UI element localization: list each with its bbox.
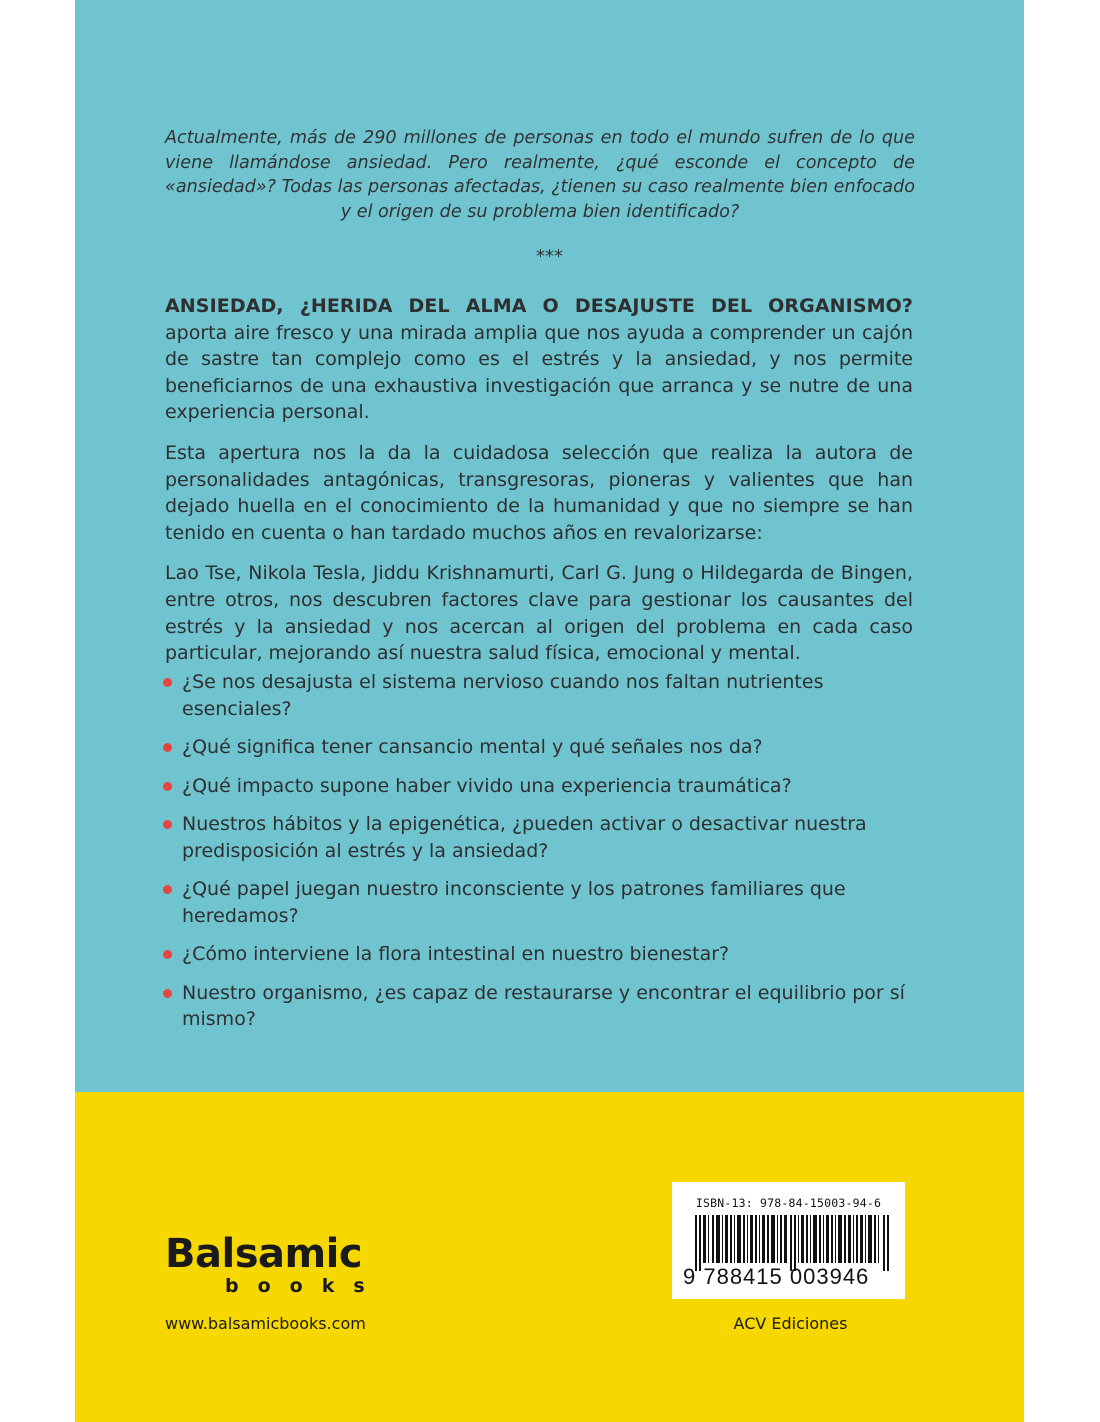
- paragraph-2: Esta apertura nos la da la cuidadosa selección que realiza la autora de personalidades antagónicas, transgresoras, pioneras y valientes que han dejado huella en el conocimiento de la humanidad y que no siempre se han tenido en cuenta o han tardado muchos años en revalorizarse:: [165, 441, 913, 544]
- website-link[interactable]: www.balsamicbooks.com: [165, 1314, 366, 1333]
- back-cover: [75, 0, 1024, 1422]
- bullet-dot-icon: [163, 950, 172, 959]
- question-list: [163, 669, 923, 1045]
- separator: ***: [536, 246, 563, 267]
- list-item: ¿Qué papel juegan nuestro inconsciente y los patrones familiares que heredamos?: [163, 876, 923, 929]
- list-item: ¿Cómo interviene la flora intestinal en nuestro bienestar?: [163, 941, 923, 968]
- list-item: ¿Se nos desajusta el sistema nervioso cuando nos faltan nutrientes esenciales?: [163, 669, 923, 722]
- publisher-logo: [165, 1231, 395, 1298]
- list-item: ¿Qué impacto supone haber vivido una experiencia traumática?: [163, 773, 923, 800]
- list-item: ¿Qué significa tener cansancio mental y qué señales nos da?: [163, 734, 923, 761]
- paragraph-1: [165, 293, 913, 426]
- bullet-dot-icon: [163, 743, 172, 752]
- paragraph-1-text: aporta aire fresco y una mirada amplia que nos ayuda a comprender un cajón de sastre tan complejo como es el estrés y la ansiedad, y nos permite beneficiarnos de una exhaustiva investigación que arranca y se nutre de una experiencia personal.: [165, 321, 913, 424]
- barcode: [672, 1182, 905, 1299]
- logo-sub-text: books: [225, 1275, 384, 1297]
- bullet-dot-icon: [163, 885, 172, 894]
- bullet-dot-icon: [163, 820, 172, 829]
- bullet-dot-icon: [163, 678, 172, 687]
- paragraph-3: Lao Tse, Nikola Tesla, Jiddu Krishnamurti, Carl G. Jung o Hildegarda de Bingen, entre otros, nos descubren factores clave para gestionar los causantes del estrés y la ansiedad y nos acercan al origen del problema en cada caso particular, mejorando así nuestra salud física, emocional y mental.: [165, 562, 913, 665]
- intro-text: Actualmente, más de 290 millones de personas en todo el mundo sufren de lo que viene llamándose ansiedad. Pero realmente, ¿qué esconde el concepto de «ansiedad»? Todas las personas afectadas, ¿tienen su caso realmente bien enfocado y el origen de su problema bien identificado?: [165, 128, 916, 222]
- publisher-name: ACV Ediciones: [733, 1314, 848, 1333]
- book-title: ANSIEDAD, ¿HERIDA DEL ALMA O DESAJUSTE DEL ORGANISMO?: [165, 295, 913, 317]
- body-text: [165, 293, 913, 681]
- isbn-label: ISBN-13: 978-84-15003-94-6: [695, 1196, 882, 1210]
- bullet-dot-icon: [163, 989, 172, 998]
- barcode-digits: 9 788415 003946: [683, 1264, 870, 1289]
- logo-main-text: Balsamic: [165, 1231, 363, 1277]
- barcode-bars-icon: [695, 1215, 891, 1271]
- list-item: Nuestro organismo, ¿es capaz de restaurarse y encontrar el equilibrio por sí mismo?: [163, 980, 923, 1033]
- list-item: Nuestros hábitos y la epigenética, ¿pueden activar o desactivar nuestra predisposición al estrés y la ansiedad?: [163, 811, 923, 864]
- bullet-dot-icon: [163, 782, 172, 791]
